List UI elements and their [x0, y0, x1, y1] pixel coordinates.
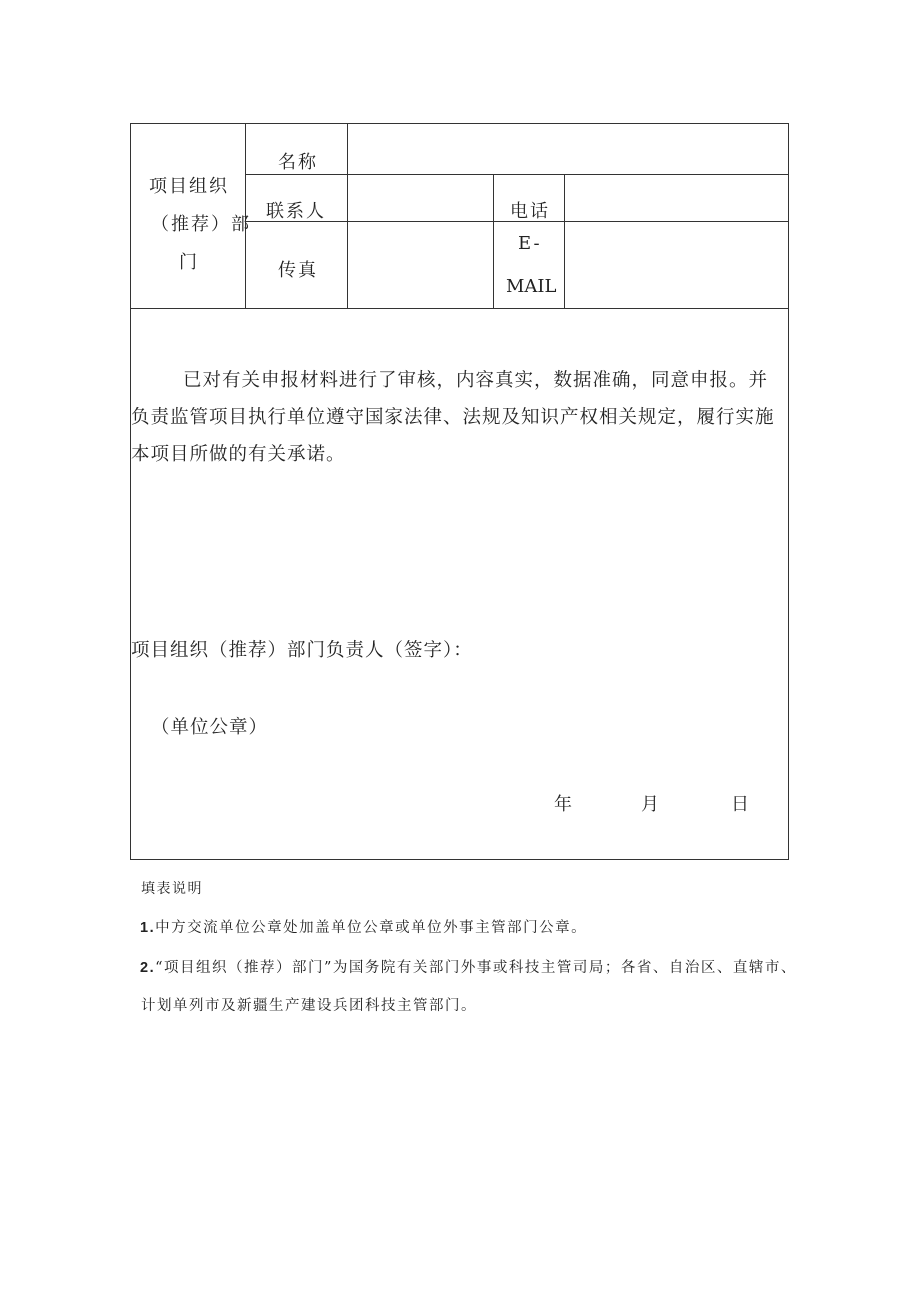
email-label-line1: E-: [518, 233, 542, 254]
name-field[interactable]: [348, 124, 788, 174]
contact-field[interactable]: [348, 175, 493, 221]
divider: [493, 174, 494, 308]
email-label-line2: MAIL: [506, 276, 557, 297]
phone-field[interactable]: [565, 175, 788, 221]
note-item-2-number: 2.: [140, 960, 156, 976]
date-day: 日: [731, 794, 751, 815]
contact-label: 联系人: [266, 201, 326, 222]
org-label-line2: （推荐）部: [151, 214, 251, 235]
divider: [131, 308, 788, 309]
email-field[interactable]: [565, 222, 788, 308]
note-item-2-text: “项目组织（推荐）部门”为国务院有关部门外事或科技主管司局；各省、自治区、直辖市、: [155, 960, 797, 976]
note-item-1-text: 中方交流单位公章处加盖单位公章或单位外事主管部门公章。: [155, 920, 588, 936]
date-month: 月: [641, 794, 661, 815]
phone-label: 电话: [510, 201, 550, 222]
signature-label: 项目组织（推荐）部门负责人（签字）：: [131, 640, 473, 661]
org-label-line3: 门: [179, 252, 199, 273]
note-item-2: [140, 956, 797, 977]
org-label-line1: 项目组织: [149, 176, 229, 197]
approval-statement: 已对有关申报材料进行了审核，内容真实，数据准确，同意申报。并负责监管项目执行单位遵守国家法律、法规及知识产权相关规定，履行实施本项目所做的有关承诺。: [131, 370, 775, 465]
form-table: [130, 123, 789, 860]
note-item-1: [140, 916, 587, 937]
date-year: 年: [554, 794, 574, 815]
note-item-2-continued: 计划单列市及新疆生产建设兵团科技主管部门。: [141, 998, 477, 1014]
notes-title: 填表说明: [141, 881, 203, 897]
fax-label: 传真: [278, 260, 318, 281]
name-label: 名称: [278, 152, 318, 173]
note-item-1-number: 1.: [140, 920, 156, 936]
seal-label: （单位公章）: [151, 717, 269, 738]
fax-field[interactable]: [348, 222, 493, 308]
